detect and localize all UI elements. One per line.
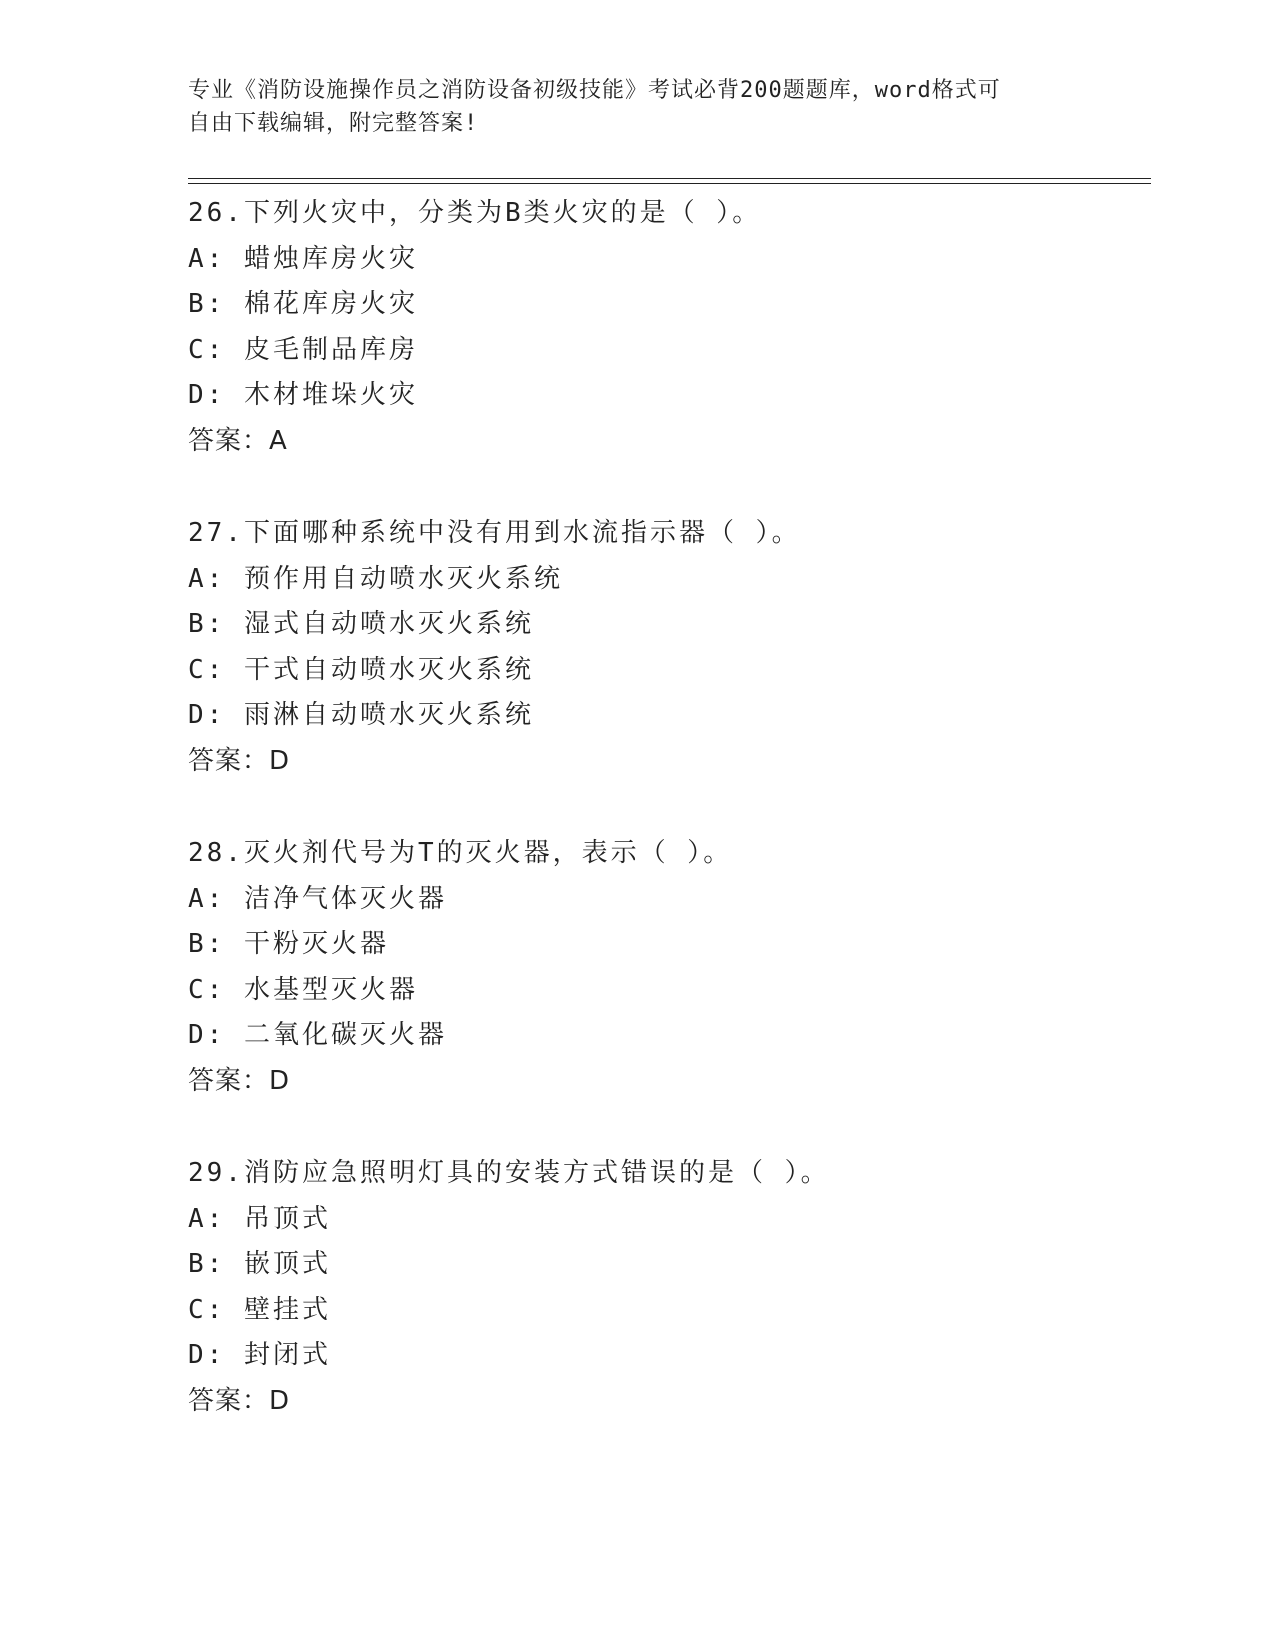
- question-26: [188, 191, 1148, 511]
- option-c: C: 皮毛制品库房: [188, 334, 418, 365]
- header-line-2: 自由下载编辑，附完整答案!: [188, 111, 479, 136]
- header-line-1: 专业《消防设施操作员之消防设备初级技能》考试必背200题题库，word格式可: [188, 78, 1001, 103]
- answer-line: 答案：D: [188, 1065, 291, 1096]
- option-a: A: 蜡烛库房火灾: [188, 243, 418, 274]
- option-b: B: 棉花库房火灾: [188, 289, 418, 320]
- option-a: A: 吊顶式: [188, 1203, 331, 1234]
- option-d: D: 封闭式: [188, 1340, 331, 1371]
- header-divider-bottom: [188, 183, 1151, 184]
- question-stem: 28.灭火剂代号为T的灭火器，表示（ ）。: [188, 838, 733, 868]
- option-d: D: 木材堆垛火灾: [188, 380, 418, 411]
- answer-line: 答案：A: [188, 425, 288, 456]
- question-27: [188, 511, 1148, 831]
- question-29: [188, 1151, 1148, 1471]
- option-c: C: 水基型灭火器: [188, 974, 418, 1005]
- option-d: D: 雨淋自动喷水灭火系统: [188, 700, 534, 731]
- option-b: B: 湿式自动喷水灭火系统: [188, 609, 534, 640]
- header-divider-top: [188, 178, 1151, 179]
- question-stem: 26.下列火灾中，分类为B类火灾的是（ ）。: [188, 198, 762, 228]
- option-a: A: 洁净气体灭火器: [188, 883, 447, 914]
- document-header: [188, 74, 1088, 140]
- option-b: B: 嵌顶式: [188, 1249, 331, 1280]
- option-d: D: 二氧化碳灭火器: [188, 1020, 447, 1051]
- question-list: [188, 191, 1148, 1471]
- answer-line: 答案：D: [188, 745, 291, 776]
- answer-line: 答案：D: [188, 1385, 291, 1416]
- option-b: B: 干粉灭火器: [188, 929, 389, 960]
- option-c: C: 壁挂式: [188, 1294, 331, 1325]
- question-stem: 27.下面哪种系统中没有用到水流指示器（ ）。: [188, 518, 801, 548]
- question-28: [188, 831, 1148, 1151]
- option-a: A: 预作用自动喷水灭火系统: [188, 563, 563, 594]
- option-c: C: 干式自动喷水灭火系统: [188, 654, 534, 685]
- question-stem: 29.消防应急照明灯具的安装方式错误的是（ ）。: [188, 1158, 830, 1188]
